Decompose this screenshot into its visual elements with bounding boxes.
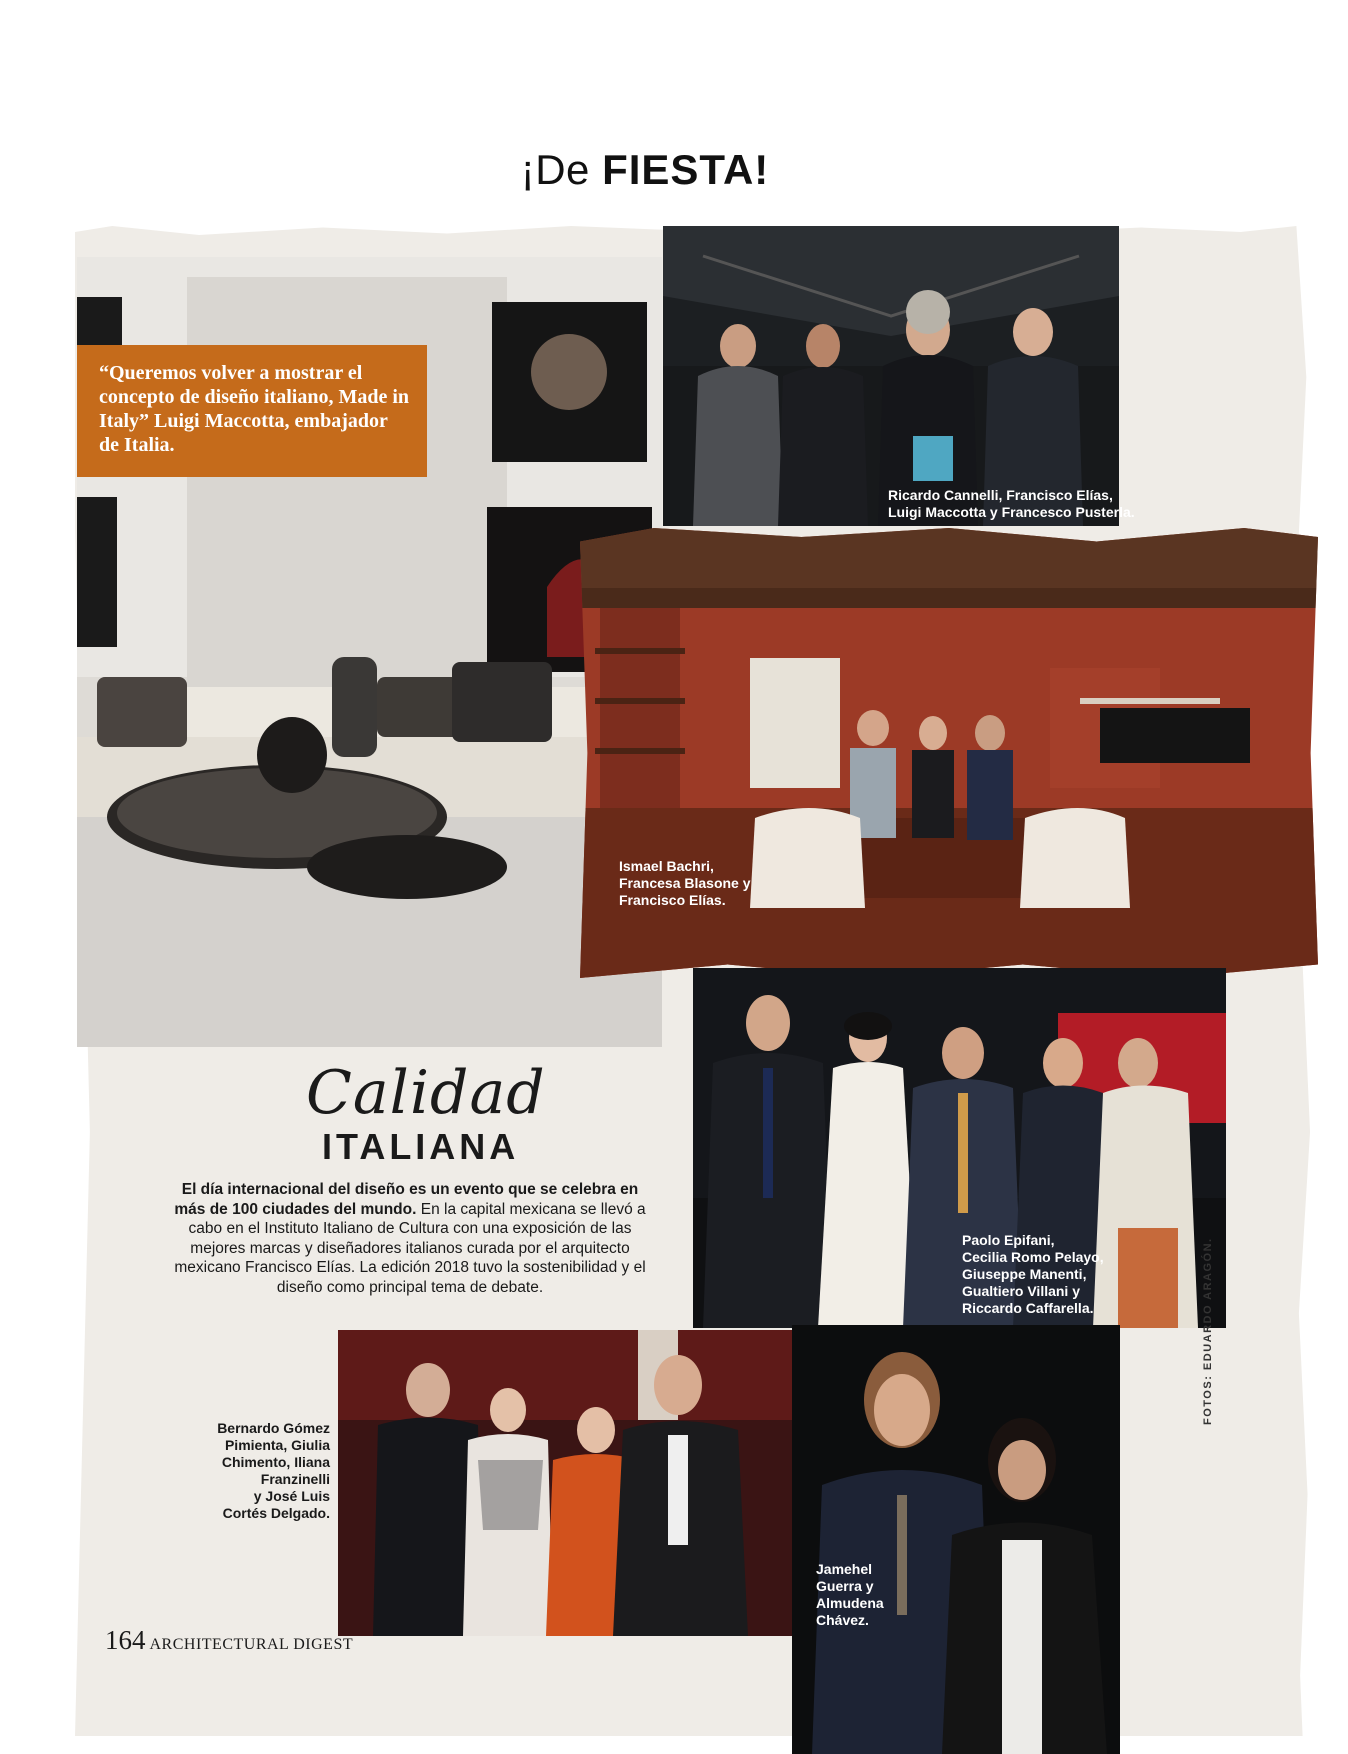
photo-red-salon bbox=[580, 528, 1318, 978]
page-number: 164 bbox=[105, 1625, 146, 1655]
article-body bbox=[170, 1180, 650, 1297]
magazine-name: ARCHITECTURAL DIGEST bbox=[149, 1636, 354, 1653]
page-footer bbox=[105, 1625, 353, 1656]
photo-credit: FOTOS: EDUARDO ARAGÓN. bbox=[1202, 1237, 1214, 1425]
caption-group-five: Paolo Epifani, Cecilia Romo Pelayo, Giuseppe Manenti, Gualtiero Villani y Riccardo Caffarella. bbox=[962, 1232, 1104, 1316]
caption-red-salon: Ismael Bachri, Francesa Blasone y Francisco Elías. bbox=[619, 858, 751, 908]
photo-group-four bbox=[338, 1330, 796, 1636]
article-lead: El día internacional del diseño es un evento que se celebra en más de 100 ciudades del mundo. bbox=[174, 1181, 639, 1218]
article-text: En la capital mexicana se llevó a cabo en el Instituto Italiano de Cultura con una exposición de las mejores marcas y diseñadores italianos curada por el arquitecto mexicano Francisco Elías. La edición 2018 tuvo la sostenibilidad y el diseño como principal tema de debate. bbox=[174, 1200, 646, 1296]
caption-group-four: Bernardo Gómez Pimienta, Giulia Chimento, Iliana Franzinelli y José Luis Cortés Delgado. bbox=[217, 1420, 330, 1521]
photo-two-women bbox=[792, 1325, 1120, 1754]
page-title: ¡De FIESTA! bbox=[520, 146, 770, 193]
caption-two-women: Jamehel Guerra y Almudena Chávez. bbox=[816, 1561, 884, 1628]
caption-ambassador-group: Ricardo Cannelli, Francisco Elías, Luigi Maccotta y Francesco Pusterla. bbox=[888, 487, 1135, 520]
article-heading-caps: ITALIANA bbox=[322, 1126, 520, 1167]
photo-ambassador-group bbox=[663, 226, 1119, 526]
pull-quote: “Queremos volver a mostrar el concepto de diseño italiano, Made in Italy” Luigi Maccotta, embajador de Italia. bbox=[77, 345, 427, 477]
article-heading-script: Calidad bbox=[306, 1058, 546, 1128]
photo-group-five bbox=[693, 968, 1226, 1328]
